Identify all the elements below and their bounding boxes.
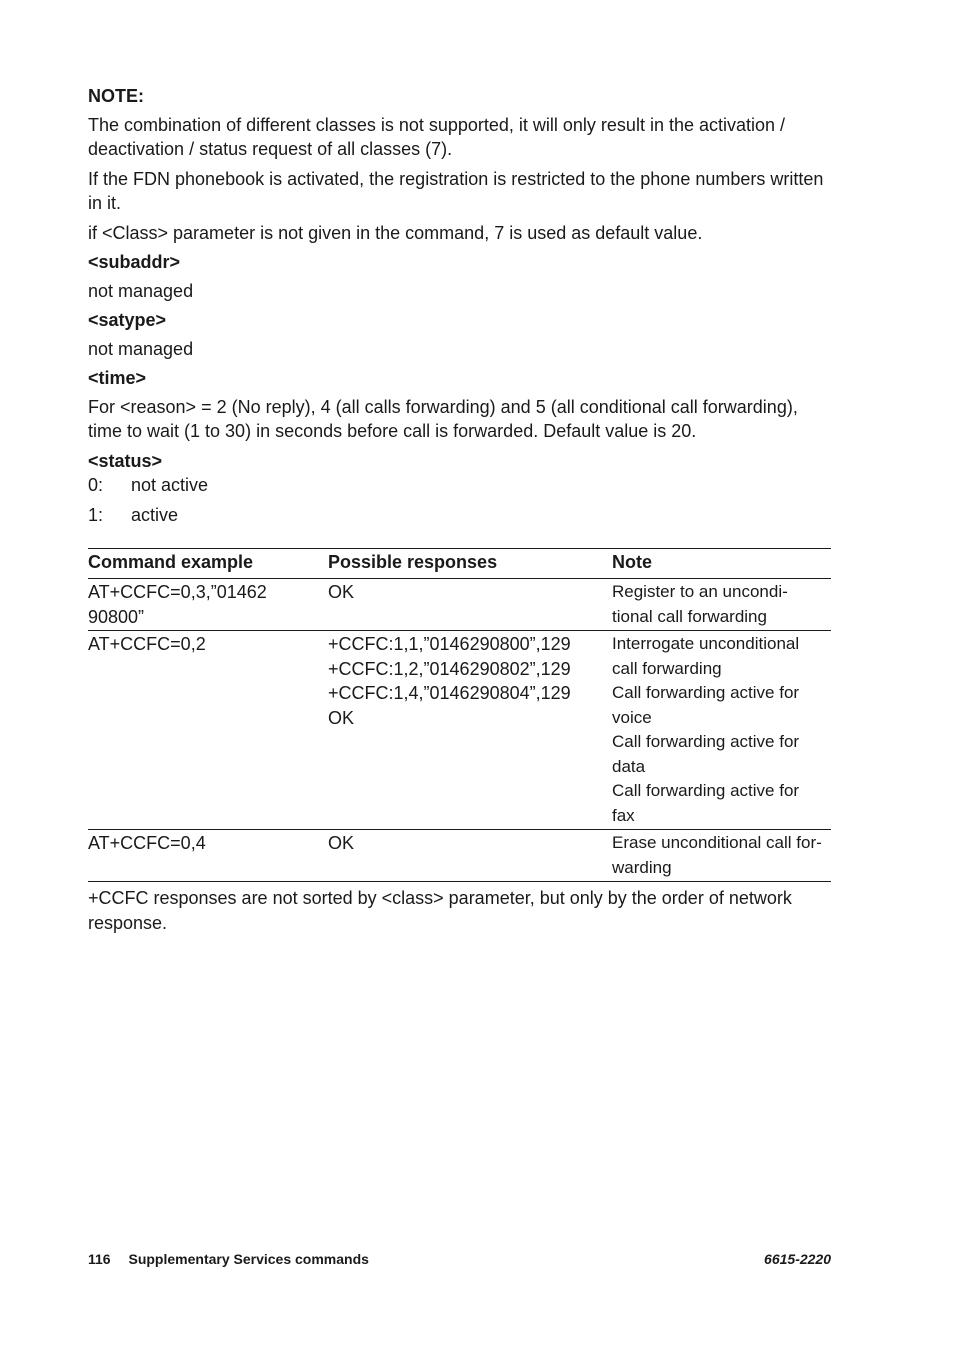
table-row bbox=[88, 631, 831, 830]
param-time-heading: <time> bbox=[88, 368, 147, 388]
command-cell bbox=[88, 631, 328, 830]
note-line: Register to an uncondi- bbox=[612, 582, 788, 601]
note-paragraph-1: The combination of different classes is not supported, it will only result in the activation / deactivation / status request of all classes (7). bbox=[88, 114, 786, 159]
note-line: call forwarding bbox=[612, 658, 722, 678]
note-line: fax bbox=[612, 805, 635, 825]
footer-left bbox=[88, 1251, 383, 1267]
after-table-paragraph: +CCFC responses are not sorted by <class> parameter, but only by the order of network response. bbox=[88, 888, 792, 933]
note-paragraph-3: if <Class> parameter is not given in the command, 7 is used as default value. bbox=[88, 222, 703, 243]
command-line: 90800” bbox=[88, 606, 145, 627]
table-row bbox=[88, 579, 831, 631]
note-heading: NOTE: bbox=[88, 86, 144, 106]
note-line: voice bbox=[612, 707, 652, 727]
param-time-text: For <reason> = 2 (No reply), 4 (all calls forwarding) and 5 (all conditional call forwarding), time to wait (1 to 30) in seconds before call is forwarded. Default value is 20. bbox=[88, 396, 798, 441]
note-line: Erase unconditional call for- bbox=[612, 833, 822, 852]
status-code: 0: bbox=[88, 475, 104, 495]
header-command-example: Command example bbox=[88, 549, 328, 579]
page-footer bbox=[88, 1251, 831, 1267]
note-cell bbox=[612, 631, 831, 830]
page-content bbox=[88, 84, 831, 532]
section-title: Supplementary Services commands bbox=[128, 1251, 369, 1267]
command-cell bbox=[88, 830, 328, 882]
param-satype-heading: <satype> bbox=[88, 310, 167, 330]
note-cell bbox=[612, 830, 831, 882]
response-line: OK bbox=[328, 582, 355, 602]
note-line: tional call forwarding bbox=[612, 606, 767, 626]
command-line: AT+CCFC=0,2 bbox=[88, 634, 206, 654]
status-value-row bbox=[88, 473, 831, 498]
command-line: AT+CCFC=0,3,”01462 bbox=[88, 582, 267, 602]
note-cell bbox=[612, 579, 831, 631]
status-value-row bbox=[88, 503, 831, 528]
responses-cell bbox=[328, 830, 612, 882]
note-line: warding bbox=[612, 857, 672, 877]
param-status-heading: <status> bbox=[88, 450, 163, 471]
command-line: AT+CCFC=0,4 bbox=[88, 833, 206, 853]
note-line: Call forwarding active for bbox=[612, 781, 800, 800]
table-header-row bbox=[88, 549, 831, 579]
status-code: 1: bbox=[88, 504, 104, 525]
param-subaddr-text: not managed bbox=[88, 280, 194, 301]
response-line: OK bbox=[328, 707, 355, 728]
header-possible-responses: Possible responses bbox=[328, 549, 612, 579]
page-number: 116 bbox=[88, 1251, 111, 1267]
note-paragraph-2: If the FDN phonebook is activated, the registration is restricted to the phone numbers written in it. bbox=[88, 168, 824, 213]
responses-cell bbox=[328, 579, 612, 631]
note-line: Call forwarding active for bbox=[612, 683, 800, 702]
param-subaddr-heading: <subaddr> bbox=[88, 252, 181, 272]
document-number: 6615-2220 bbox=[764, 1251, 831, 1267]
responses-cell bbox=[328, 631, 612, 830]
note-line: Call forwarding active for bbox=[612, 732, 800, 751]
status-label: not active bbox=[131, 475, 209, 495]
note-line: data bbox=[612, 756, 646, 776]
status-label: active bbox=[131, 504, 179, 525]
note-line: Interrogate unconditional bbox=[612, 634, 800, 653]
table-row bbox=[88, 830, 831, 882]
response-line: +CCFC:1,4,”0146290804”,129 bbox=[328, 683, 571, 703]
command-example-table bbox=[88, 548, 831, 882]
param-satype-text: not managed bbox=[88, 338, 194, 359]
header-note: Note bbox=[612, 549, 831, 579]
response-line: +CCFC:1,2,”0146290802”,129 bbox=[328, 658, 571, 679]
response-line: +CCFC:1,1,”0146290800”,129 bbox=[328, 634, 571, 654]
response-line: OK bbox=[328, 833, 355, 853]
command-cell bbox=[88, 579, 328, 631]
